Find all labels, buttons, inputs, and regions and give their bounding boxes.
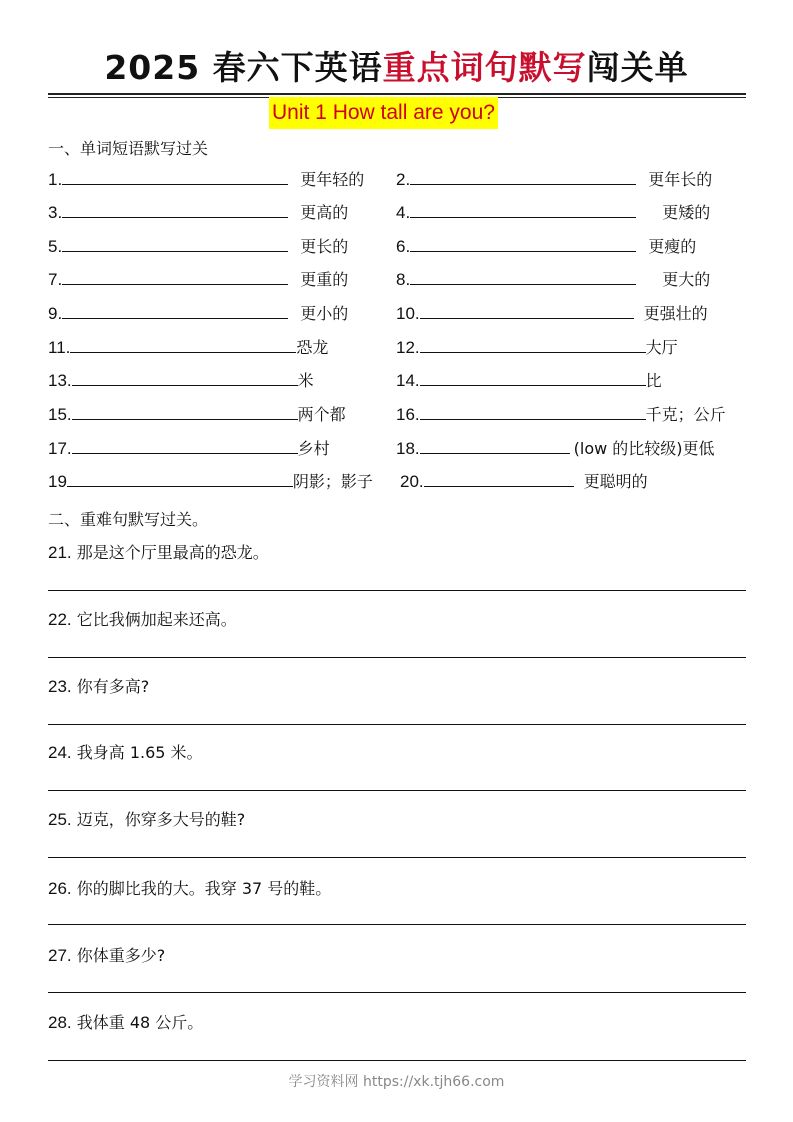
answer-blank[interactable] xyxy=(62,169,288,185)
word-item: 8. 更大的 xyxy=(396,270,711,289)
answer-blank[interactable] xyxy=(72,438,298,454)
word-item: 19 阴影；影子 xyxy=(48,472,373,491)
sentence-prompt: 24. 我身高 1.65 米。 xyxy=(48,743,203,762)
sentence-prompt: 21. 那是这个厅里最高的恐龙。 xyxy=(48,543,269,562)
word-item: 2. 更年长的 xyxy=(396,170,713,189)
answer-blank[interactable] xyxy=(62,303,288,319)
answer-blank[interactable] xyxy=(67,471,293,487)
sentence-prompt: 27. 你体重多少? xyxy=(48,946,166,965)
word-item: 17. 乡村 xyxy=(48,439,330,458)
answer-blank[interactable] xyxy=(62,269,288,285)
word-item: 4. 更矮的 xyxy=(396,203,711,222)
word-item: 11. 恐龙 xyxy=(48,338,329,357)
word-item: 3. 更高的 xyxy=(48,203,349,222)
answer-blank[interactable] xyxy=(62,202,288,218)
title-part-end: 闯关单 xyxy=(586,48,689,87)
sentence-answer-line[interactable] xyxy=(48,657,746,658)
word-item: 12. 大厅 xyxy=(396,338,678,357)
answer-blank[interactable] xyxy=(420,303,634,319)
sentence-answer-line[interactable] xyxy=(48,992,746,993)
page-title xyxy=(0,42,793,89)
title-part-black: 2025 春六下英语 xyxy=(104,48,383,87)
answer-blank[interactable] xyxy=(410,269,636,285)
sentence-answer-line[interactable] xyxy=(48,724,746,725)
word-item: 20. 更聪明的 xyxy=(400,472,648,491)
sentence-answer-line[interactable] xyxy=(48,924,746,925)
word-item: 6. 更瘦的 xyxy=(396,237,697,256)
answer-blank[interactable] xyxy=(410,202,636,218)
unit-title-badge: Unit 1 How tall are you? xyxy=(269,97,498,129)
answer-blank[interactable] xyxy=(410,236,636,252)
section-heading-words: 一、单词短语默写过关 xyxy=(48,139,209,158)
answer-blank[interactable] xyxy=(420,404,646,420)
answer-blank[interactable] xyxy=(420,438,570,454)
answer-blank[interactable] xyxy=(410,169,636,185)
sentence-answer-line[interactable] xyxy=(48,1060,746,1061)
word-item: 5. 更长的 xyxy=(48,237,349,256)
answer-blank[interactable] xyxy=(72,404,298,420)
sentence-prompt: 23. 你有多高? xyxy=(48,677,150,696)
word-item: 9. 更小的 xyxy=(48,304,349,323)
answer-blank[interactable] xyxy=(62,236,288,252)
sentence-prompt: 26. 你的脚比我的大。我穿 37 号的鞋。 xyxy=(48,879,332,898)
sentence-answer-line[interactable] xyxy=(48,590,746,591)
title-rule-thick xyxy=(48,93,746,95)
answer-blank[interactable] xyxy=(72,370,298,386)
section-heading-sentences: 二、重难句默写过关。 xyxy=(48,510,209,529)
sentence-answer-line[interactable] xyxy=(48,790,746,791)
title-part-red: 重点词句默写 xyxy=(382,48,587,87)
word-item: 15. 两个都 xyxy=(48,405,346,424)
answer-blank[interactable] xyxy=(420,337,646,353)
word-item: 13. 米 xyxy=(48,371,314,390)
sentence-prompt: 28. 我体重 48 公斤。 xyxy=(48,1013,204,1032)
sentence-prompt: 22. 它比我俩加起来还高。 xyxy=(48,610,237,629)
word-item: 14. 比 xyxy=(396,371,662,390)
word-item: 1. 更年轻的 xyxy=(48,170,365,189)
answer-blank[interactable] xyxy=(424,471,574,487)
answer-blank[interactable] xyxy=(420,370,646,386)
word-item: 7. 更重的 xyxy=(48,270,349,289)
word-item: 10. 更强壮的 xyxy=(396,304,708,323)
word-item: 18. (low 的比较级)更低 xyxy=(396,439,715,458)
sentence-prompt: 25. 迈克，你穿多大号的鞋? xyxy=(48,810,246,829)
answer-blank[interactable] xyxy=(70,337,296,353)
sentence-answer-line[interactable] xyxy=(48,857,746,858)
footer-watermark: 学习资料网 https://xk.tjh66.com xyxy=(288,1074,505,1090)
word-item: 16. 千克；公斤 xyxy=(396,405,726,424)
